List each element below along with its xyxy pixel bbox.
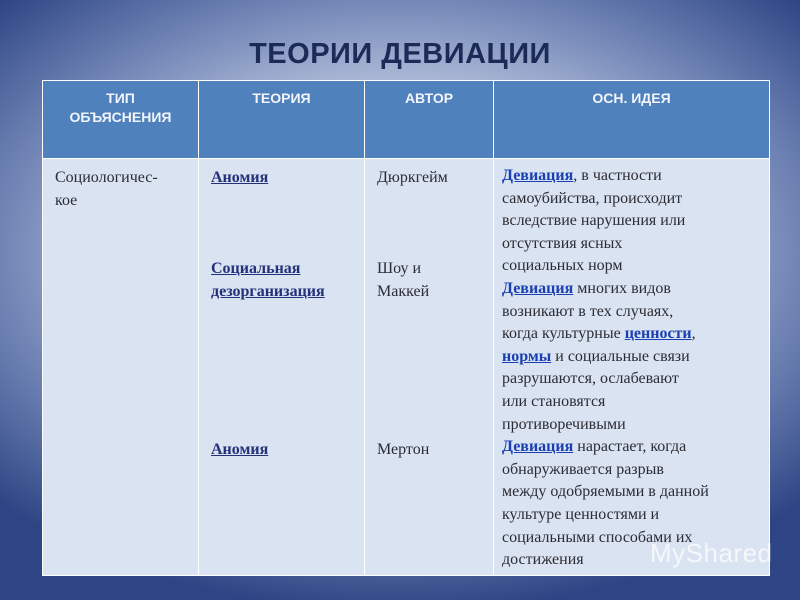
idea-line: самоубийства, происходит xyxy=(502,189,683,207)
idea-line: возникают в тех случаях, xyxy=(502,302,674,320)
idea-line: между одобряемыми в данной xyxy=(502,483,709,501)
type-label xyxy=(55,167,158,212)
cell-author xyxy=(365,159,494,576)
page-title: ТЕОРИИ ДЕВИАЦИИ xyxy=(249,38,551,70)
header-type xyxy=(43,81,199,159)
deviation-link[interactable]: Девиация xyxy=(502,438,574,456)
idea-2-line: Девиация многих видов xyxy=(502,279,671,297)
author-line1: Шоу и xyxy=(377,260,422,277)
values-link[interactable]: ценности xyxy=(624,325,692,343)
theory-item[interactable] xyxy=(211,167,268,190)
theory-link-social-line2[interactable]: дезорганизация xyxy=(211,282,325,300)
idea-text xyxy=(502,165,763,572)
idea-line: когда культурные ценности, xyxy=(502,325,696,343)
norms-link[interactable]: нормы xyxy=(502,347,552,365)
type-line2: кое xyxy=(55,191,78,209)
header-type-line2: ОБЪЯСНЕНИЯ xyxy=(69,109,172,125)
idea-line: культуре ценностями и xyxy=(502,505,660,523)
author-shaw-mckay xyxy=(377,258,429,303)
theory-link-anomie-durkheim[interactable]: Аномия xyxy=(211,169,269,186)
header-theory: ТЕОРИЯ xyxy=(199,81,365,159)
idea-1-line: Девиация, в частности xyxy=(502,167,662,184)
idea-line: отсутствия ясных xyxy=(502,234,623,252)
type-line1: Социологичес- xyxy=(55,169,158,186)
idea-line: нормы и социальные связи xyxy=(502,347,690,365)
idea-line: разрушаются, ослабевают xyxy=(502,370,679,388)
header-type-line1: ТИП xyxy=(106,90,135,106)
idea-line: вследствие нарушения или xyxy=(502,212,686,230)
author-line2: Маккей xyxy=(377,282,430,300)
theory-item[interactable] xyxy=(211,439,268,462)
theory-item[interactable] xyxy=(211,258,325,303)
header-idea: ОСН. ИДЕЯ xyxy=(494,81,770,159)
header-row xyxy=(43,81,770,159)
author-durkheim: Дюркгейм xyxy=(377,169,448,186)
deviance-theories-table xyxy=(42,80,770,576)
cell-type xyxy=(43,159,199,576)
idea-line: социальными способами их xyxy=(502,528,693,546)
table-row xyxy=(43,159,770,576)
watermark: MyShared xyxy=(650,538,773,568)
idea-line: социальных норм xyxy=(502,257,623,275)
cell-theory xyxy=(199,159,365,576)
idea-line: или становятся xyxy=(502,392,606,410)
idea-line: противоречивыми xyxy=(502,415,626,433)
header-author: АВТОР xyxy=(365,81,494,159)
author-merton: Мертон xyxy=(377,441,430,458)
deviation-link[interactable]: Девиация xyxy=(502,279,574,297)
idea-line: достижения xyxy=(502,551,584,569)
deviation-link[interactable]: Девиация xyxy=(502,167,574,184)
idea-line: обнаруживается разрыв xyxy=(502,460,664,478)
cell-idea xyxy=(494,159,770,576)
theory-link-social-line1[interactable]: Социальная xyxy=(211,260,301,277)
idea-3-line: Девиация нарастает, когда xyxy=(502,438,687,456)
theory-link-anomie-merton[interactable]: Аномия xyxy=(211,441,269,458)
